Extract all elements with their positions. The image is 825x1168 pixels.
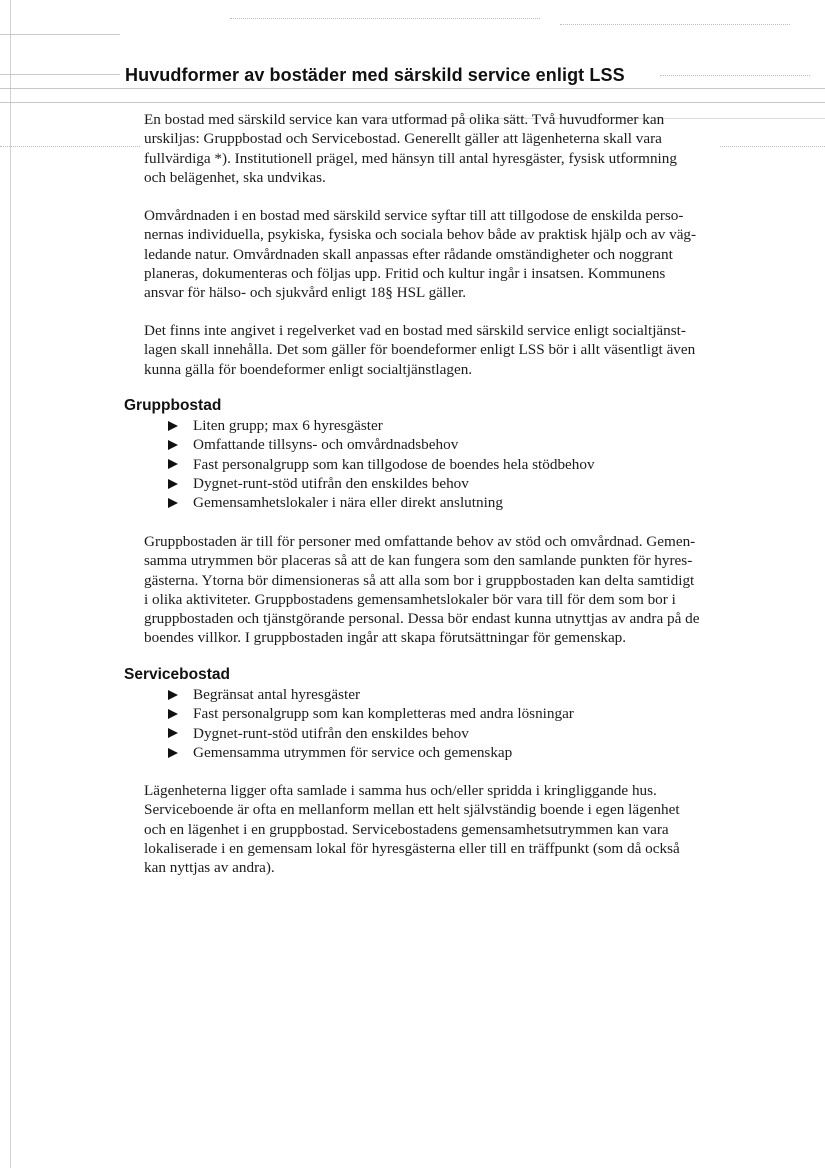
arrowhead-bullet-icon <box>168 728 178 738</box>
arrowhead-bullet-icon <box>168 421 178 431</box>
list-item-text: Dygnet-runt-stöd utifrån den enskildes behov <box>193 724 469 742</box>
arrowhead-bullet-icon <box>168 459 178 469</box>
list-item <box>168 493 595 512</box>
text-line: i olika aktiviteter. Gruppbostadens gemensamhetslokaler bör vara till för dem som bor i <box>144 590 676 608</box>
group-housing-list <box>168 416 595 512</box>
scan-artifact-line <box>660 75 810 76</box>
text-line: gästerna. Ytorna bör dimensioneras så att alla som bor i gruppbostaden kan delta samtidigt <box>144 571 695 589</box>
text-line: Serviceboende är ofta en mellanform mellan ett helt självständig boende i egen lägenhet <box>144 801 680 819</box>
service-housing-paragraph <box>144 781 759 877</box>
text-line: fullvärdiga *). Institutionell prägel, med hänsyn till antal hyresgäster, fysisk utformning <box>144 149 677 167</box>
list-item-text: Begränsat antal hyresgäster <box>193 686 360 703</box>
text-line: Omvårdnaden i en bostad med särskild service syftar till att tillgodose de enskilda perso- <box>144 207 684 224</box>
list-item <box>168 416 595 435</box>
text-line: urskiljas: Gruppbostad och Servicebostad. Generellt gäller att lägenheterna skall vara <box>144 130 662 148</box>
intro-paragraph <box>144 110 759 187</box>
arrowhead-bullet-icon <box>168 690 178 700</box>
arrowhead-bullet-icon <box>168 709 178 719</box>
scan-artifact-line <box>230 18 540 19</box>
list-item-text: Fast personalgrupp som kan tillgodose de boendes hela stödbehov <box>193 455 595 473</box>
text-line: lagen skall innehålla. Det som gäller för boendeformer enligt LSS bör i allt väsentligt även <box>144 341 696 359</box>
group-housing-heading: Gruppbostad <box>124 397 222 414</box>
text-line: ansvar för hälso- och sjukvård enligt 18§ HSL gäller. <box>144 284 467 302</box>
text-line: kan nyttjas av andra). <box>144 859 275 877</box>
text-line: nernas individuella, psykiska, fysiska och sociala behov både av praktisk hjälp och av väg- <box>144 226 697 244</box>
scan-artifact-line <box>0 88 825 89</box>
text-line: Det finns inte angivet i regelverket vad en bostad med särskild service enligt socialtjänst- <box>144 322 686 339</box>
text-line: Lägenheterna ligger ofta samlade i samma hus och/eller spridda i kringliggande hus. <box>144 782 657 799</box>
list-item-text: Gemensamma utrymmen för service och gemenskap <box>193 743 513 761</box>
service-housing-heading: Servicebostad <box>124 666 230 683</box>
list-item-text: Gemensamhetslokaler i nära eller direkt anslutning <box>193 494 503 512</box>
text-line: planeras, dokumenteras och följas upp. Fritid och kultur ingår i insatsen. Kommunens <box>144 264 666 282</box>
list-item <box>168 743 574 762</box>
list-item <box>168 685 574 704</box>
text-line: Gruppbostaden är till för personer med omfattande behov av stöd och omvårdnad. Gemen- <box>144 533 696 550</box>
scan-artifact-line <box>0 74 120 75</box>
list-item-text: Liten grupp; max 6 hyresgäster <box>193 417 383 434</box>
scan-artifact-line <box>0 146 140 147</box>
list-item <box>168 435 595 454</box>
text-line: lokaliserade i en gemensam lokal för hyresgästerna eller till en träffpunkt (som då också <box>144 839 680 857</box>
text-line: kunna gälla för boendeformer enligt socialtjänstlagen. <box>144 360 473 378</box>
text-line: gruppbostaden och tjänstgörande personal. Dessa bör endast kunna utnyttjas av andra på de <box>144 610 700 628</box>
service-housing-list <box>168 685 574 762</box>
text-line: ledande natur. Omvårdnaden skall anpassas efter rådande omständigheter och noggrant <box>144 245 673 263</box>
text-line: och en lägenhet i en gruppbostad. Servicebostadens gemensamhetsutrymmen kan vara <box>144 820 669 838</box>
text-line: En bostad med särskild service kan vara utformad på olika sätt. Två huvudformer kan <box>144 111 665 128</box>
list-item <box>168 704 574 723</box>
list-item <box>168 724 574 743</box>
list-item-text: Dygnet-runt-stöd utifrån den enskildes behov <box>193 474 469 492</box>
text-line: och belägenhet, ska undvikas. <box>144 168 326 186</box>
scan-artifact-line <box>560 24 790 25</box>
scan-artifact-line <box>0 102 825 103</box>
social-services-paragraph <box>144 321 759 379</box>
list-item-text: Fast personalgrupp som kan kompletteras med andra lösningar <box>193 705 574 723</box>
scan-artifact-line <box>0 34 120 35</box>
document-title: Huvudformer av bostäder med särskild service enligt LSS <box>125 65 625 85</box>
arrowhead-bullet-icon <box>168 440 178 450</box>
care-paragraph <box>144 206 759 302</box>
arrowhead-bullet-icon <box>168 479 178 489</box>
list-item <box>168 455 595 474</box>
arrowhead-bullet-icon <box>168 748 178 758</box>
scan-margin-rule <box>10 0 11 1168</box>
arrowhead-bullet-icon <box>168 498 178 508</box>
list-item-text: Omfattande tillsyns- och omvårdnadsbehov <box>193 436 459 454</box>
group-housing-paragraph <box>144 532 759 648</box>
text-line: samma utrymmen bör placeras så att de kan fungera som den samlande punkten för hyres- <box>144 552 693 570</box>
list-item <box>168 474 595 493</box>
text-line: boendes villkor. I gruppbostaden ingår att skapa förutsättningar för gemenskap. <box>144 629 627 647</box>
